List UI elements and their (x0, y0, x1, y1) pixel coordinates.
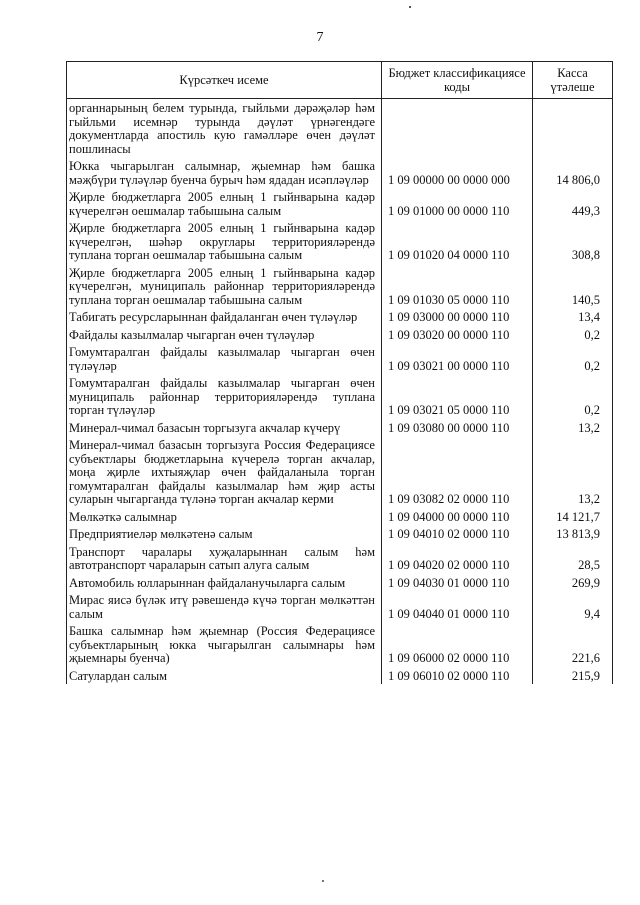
header-budget-code: Бюджет классификациясе коды (382, 62, 533, 99)
row-name: Минерал-чимал базасын торгызуга акчалар күчерү (67, 419, 382, 437)
table-row (67, 264, 613, 309)
table-row (67, 99, 613, 158)
row-budget-code: 1 09 03021 05 0000 110 (382, 374, 533, 419)
row-budget-code: 1 09 03021 00 0000 110 (382, 343, 533, 374)
table-row (67, 543, 613, 574)
row-amount: 13 813,9 (533, 525, 613, 543)
table-row (67, 436, 613, 508)
row-budget-code: 1 09 04040 01 0000 110 (382, 591, 533, 622)
row-name: Җирле бюджетларга 2005 елның 1 гыйнварына кадәр күчерелгән, муниципаль районнар территорияләрендә туплана торган оешмалар табышына салым (67, 264, 382, 309)
table-row (67, 622, 613, 667)
row-budget-code: 1 09 03020 00 0000 110 (382, 326, 533, 344)
row-name: Гомумтаралган файдалы казылмалар чыгарган өчен түләүләр (67, 343, 382, 374)
table-row (67, 308, 613, 326)
page-number: 7 (316, 30, 324, 45)
row-name: Файдалы казылмалар чыгарган өчен түләүләр (67, 326, 382, 344)
row-budget-code: 1 09 04030 01 0000 110 (382, 574, 533, 592)
row-amount: 0,2 (533, 343, 613, 374)
row-name: Мөлкәткә салымнар (67, 508, 382, 526)
row-budget-code: 1 09 03082 02 0000 110 (382, 436, 533, 508)
row-name: органнарының белем турында, гыйльми дәрәҗәләр һәм гыйльми исемнәр турында дәүләт үрнәгендәге документларда апостиль кую гамәлләре өчен дәүләт пошлинасы (67, 99, 382, 158)
table-row (67, 591, 613, 622)
table-row (67, 525, 613, 543)
row-budget-code: 1 09 04000 00 0000 110 (382, 508, 533, 526)
table-body (67, 99, 613, 685)
table-row (67, 326, 613, 344)
row-name: Автомобиль юлларыннан файдаланучыларга салым (67, 574, 382, 592)
table-header-row (67, 62, 613, 99)
budget-table (66, 61, 613, 684)
table-row (67, 508, 613, 526)
row-amount (533, 99, 613, 158)
table-row (67, 157, 613, 188)
table-row (67, 667, 613, 685)
row-amount: 9,4 (533, 591, 613, 622)
row-name: Юкка чыгарылган салымнар, җыемнар һәм башка мәҗбүри түләүләр буенча бурыч һәм ядадан исәпләүләр (67, 157, 382, 188)
row-amount: 140,5 (533, 264, 613, 309)
row-amount: 221,6 (533, 622, 613, 667)
row-budget-code: 1 09 00000 00 0000 000 (382, 157, 533, 188)
row-name: Җирле бюджетларга 2005 елның 1 гыйнварына кадәр күчерелгән оешмалар табышына салым (67, 188, 382, 219)
row-budget-code: 1 09 04020 02 0000 110 (382, 543, 533, 574)
row-amount: 308,8 (533, 219, 613, 264)
row-amount: 13,2 (533, 436, 613, 508)
row-budget-code: 1 09 03080 00 0000 110 (382, 419, 533, 437)
scan-mark (409, 6, 411, 8)
row-budget-code: 1 09 01000 00 0000 110 (382, 188, 533, 219)
row-budget-code: 1 09 06010 02 0000 110 (382, 667, 533, 685)
row-budget-code: 1 09 01020 04 0000 110 (382, 219, 533, 264)
header-indicator-name: Күрсәткеч исеме (67, 62, 382, 99)
row-budget-code: 1 09 04010 02 0000 110 (382, 525, 533, 543)
row-amount: 215,9 (533, 667, 613, 685)
table-row (67, 188, 613, 219)
row-name: Җирле бюджетларга 2005 елның 1 гыйнварына кадәр күчерелгән, шәһәр округлары территорияләрендә туплана торган оешмалар табышына салым (67, 219, 382, 264)
table-row (67, 419, 613, 437)
header-cash-execution: Касса үтәлеше (533, 62, 613, 99)
row-name: Мирас яисә бүләк итү рәвешендә күчә торган мөлкәттән салым (67, 591, 382, 622)
table-row (67, 374, 613, 419)
row-budget-code: 1 09 03000 00 0000 110 (382, 308, 533, 326)
row-amount: 0,2 (533, 374, 613, 419)
row-amount: 14 121,7 (533, 508, 613, 526)
row-budget-code: 1 09 01030 05 0000 110 (382, 264, 533, 309)
row-name: Минерал-чимал базасын торгызуга Россия Федерациясе субъектлары бюджетларына күчерелә торган акчалар, моңа җирле ихтыяҗлар өчен файдаланыла торган гомумтаралган файдалы казылмалар һәм җир асты суларын чыгарганда түләнә торган акчалар керми (67, 436, 382, 508)
row-amount: 449,3 (533, 188, 613, 219)
row-amount: 28,5 (533, 543, 613, 574)
row-budget-code (382, 99, 533, 158)
table-row (67, 574, 613, 592)
row-name: Табигать ресурсларыннан файдаланган өчен түләүләр (67, 308, 382, 326)
table-row (67, 343, 613, 374)
scan-mark (322, 880, 324, 882)
row-amount: 13,4 (533, 308, 613, 326)
row-budget-code: 1 09 06000 02 0000 110 (382, 622, 533, 667)
row-name: Гомумтаралган файдалы казылмалар чыгарган өчен муниципаль районнар территорияләрендә туплана торган түләүләр (67, 374, 382, 419)
row-name: Сатулардан салым (67, 667, 382, 685)
table-row (67, 219, 613, 264)
row-name: Транспорт чаралары хуҗаларыннан салым һәм автотранспорт чараларын сатып алуга салым (67, 543, 382, 574)
row-amount: 269,9 (533, 574, 613, 592)
row-name: Башка салымнар һәм җыемнар (Россия Федерациясе субъектларының юкка чыгарылган салымнары һәм җыемнары буенча) (67, 622, 382, 667)
row-amount: 0,2 (533, 326, 613, 344)
row-amount: 13,2 (533, 419, 613, 437)
row-name: Предприятиеләр мөлкәтенә салым (67, 525, 382, 543)
row-amount: 14 806,0 (533, 157, 613, 188)
